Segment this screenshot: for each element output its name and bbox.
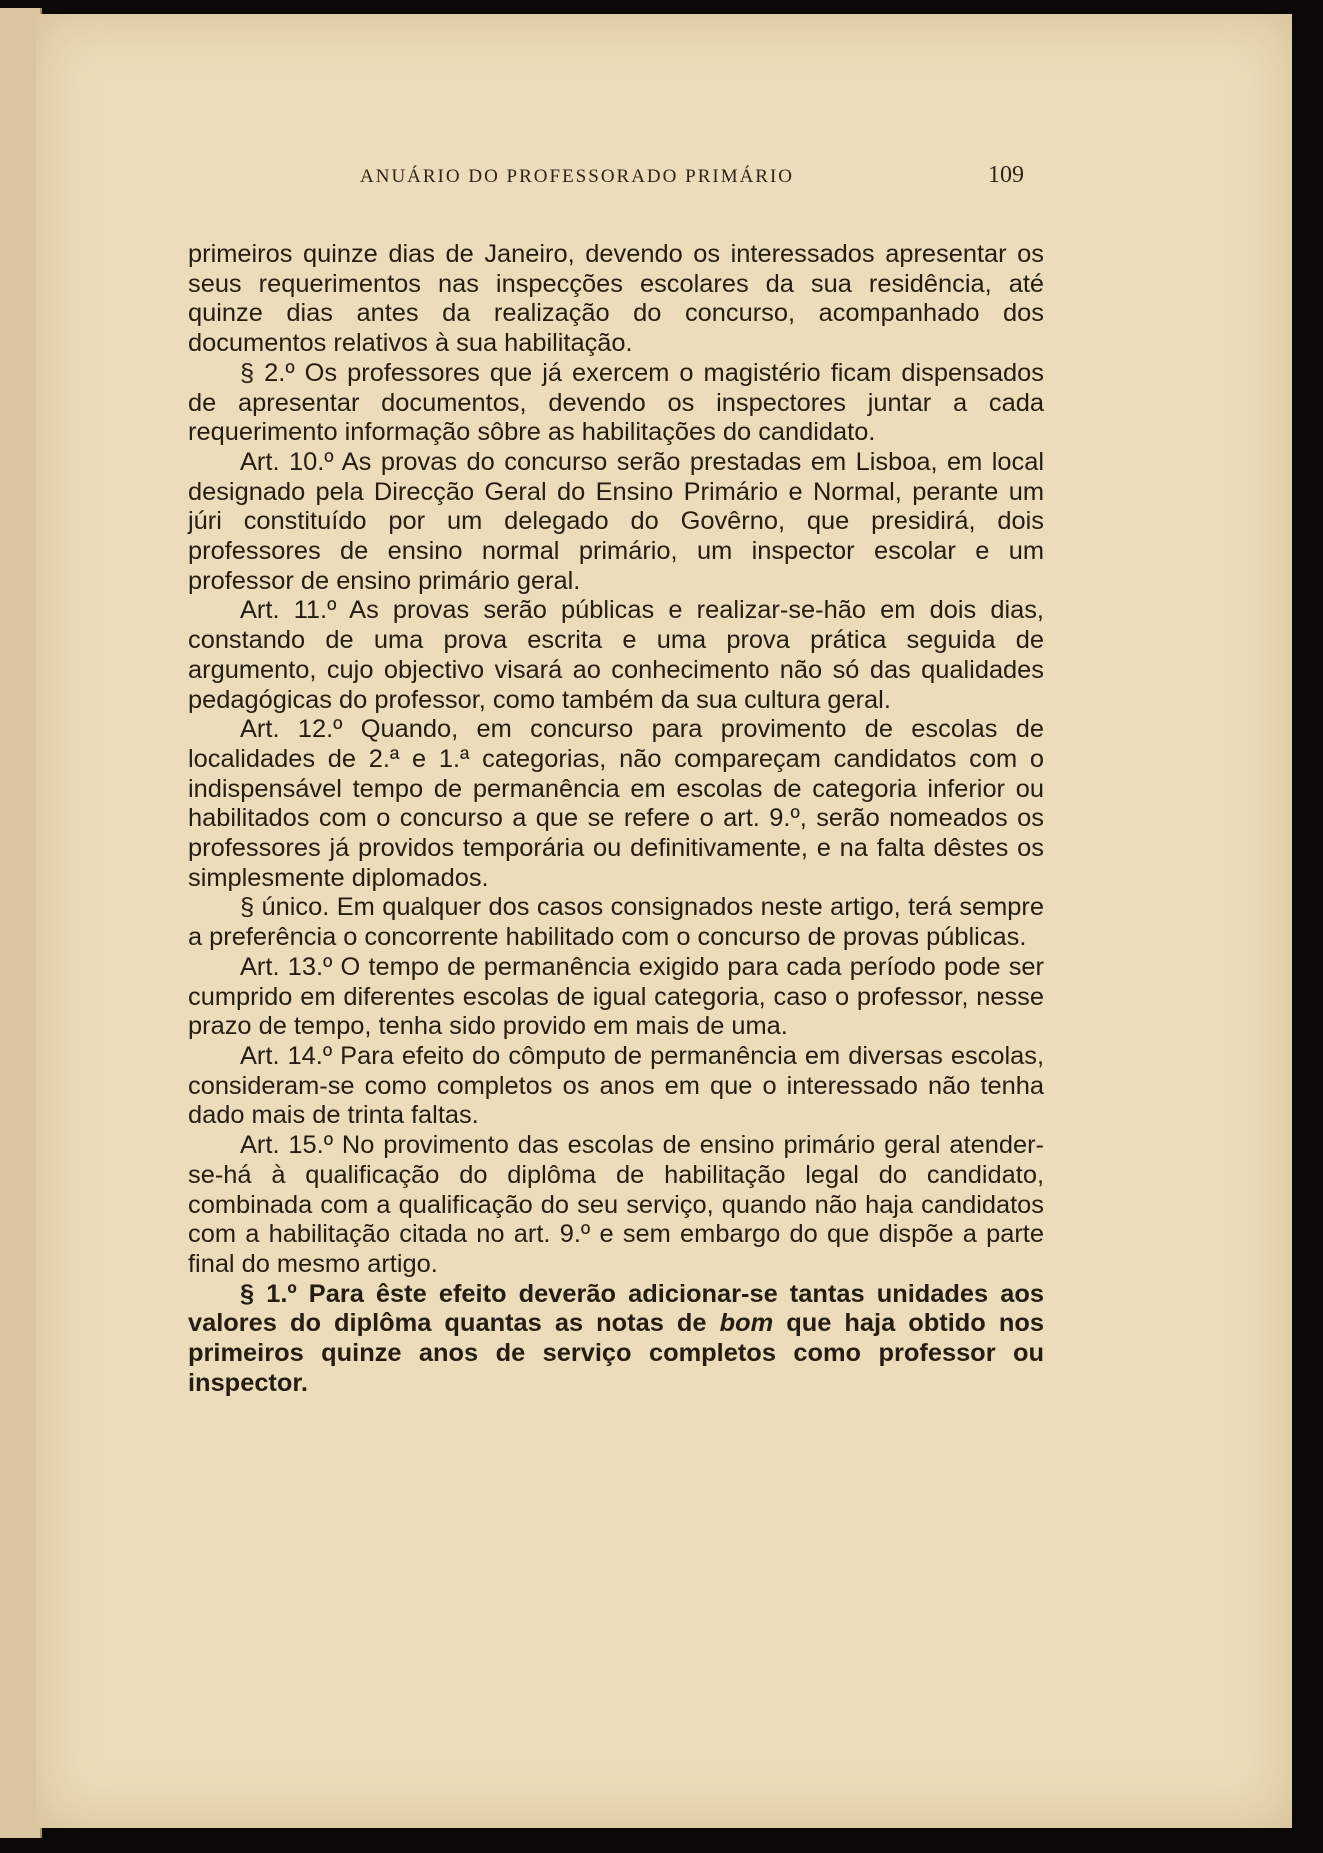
paragraph: Art. 12.º Quando, em concurso para provimento de escolas de localidades de 2.ª e 1.ª categorias, não compareçam candidatos com o indispensável tempo de permanência em escolas de categoria inferior ou habilitados com o concurso a que se refere o art. 9.º, serão nomeados os professores já providos temporária ou definitivamente, e na falta dêstes os simplesmente diplomados. [188,715,1044,892]
paragraph: Art. 10.º As provas do concurso serão prestadas em Lisboa, em local designado pela Direcção Geral do Ensino Primário e Normal, perante um júri constituído por um delegado do Govêrno, que presidirá, dois professores de ensino normal primário, um inspector escolar e um professor de ensino primário geral. [188,447,1044,595]
paragraph: Art. 11.º As provas serão públicas e realizar-se-hão em dois dias, constando de uma prova escrita e uma prova prática seguida de argumento, cujo objectivo visará ao conhecimento não só das qualidades pedagógicas do professor, como também da sua cultura geral. [188,596,1044,714]
paragraph: primeiros quinze dias de Janeiro, devendo os interessados apresentar os seus requerimentos nas inspecções escolares da sua residência, até quinze dias antes da realização do concurso, acompanhado dos documentos relativos à sua habilitação. [188,240,1044,358]
page-number: 109 [988,162,1024,188]
paragraph-text: § 1.º Para êste efeito deverão adicionar-se tantas unidades aos valores do diplôma quantas as notas de [188,1279,1044,1338]
paragraph [188,1280,1044,1399]
paragraph: § único. Em qualquer dos casos consignados neste artigo, terá sempre a preferência o concorrente habilitado com o concurso de provas públicas. [188,893,1044,952]
paragraph: Art. 14.º Para efeito do cômputo de permanência em diversas escolas, consideram-se como completos os anos em que o interessado não tenha dado mais de trinta faltas. [188,1041,1044,1130]
body-text [188,240,1044,1398]
paragraph: Art. 15.º No provimento das escolas de ensino primário geral atender-se-há à qualificação do diplôma de habilitação legal do candidato, combinada com a qualificação do seu serviço, quando não haja candidatos com a habilitação citada no art. 9.º e sem embargo do que dispõe a parte final do mesmo artigo. [188,1131,1044,1278]
italic-word: bom [719,1309,774,1338]
running-title: ANUÁRIO DO PROFESSORADO PRIMÁRIO [360,166,795,187]
paragraph: Art. 13.º O tempo de permanência exigido para cada período pode ser cumprido em diferentes escolas de igual categoria, caso o professor, nesse prazo de tempo, tenha sido provido em mais de uma. [188,952,1044,1041]
paragraph: § 2.º Os professores que já exercem o magistério ficam dispensados de apresentar documentos, devendo os inspectores juntar a cada requerimento informação sôbre as habilitações do candidato. [188,358,1044,447]
paragraph-text: que haja obtido nos primeiros quinze anos de serviço completos como professor ou inspector. [188,1309,1044,1397]
